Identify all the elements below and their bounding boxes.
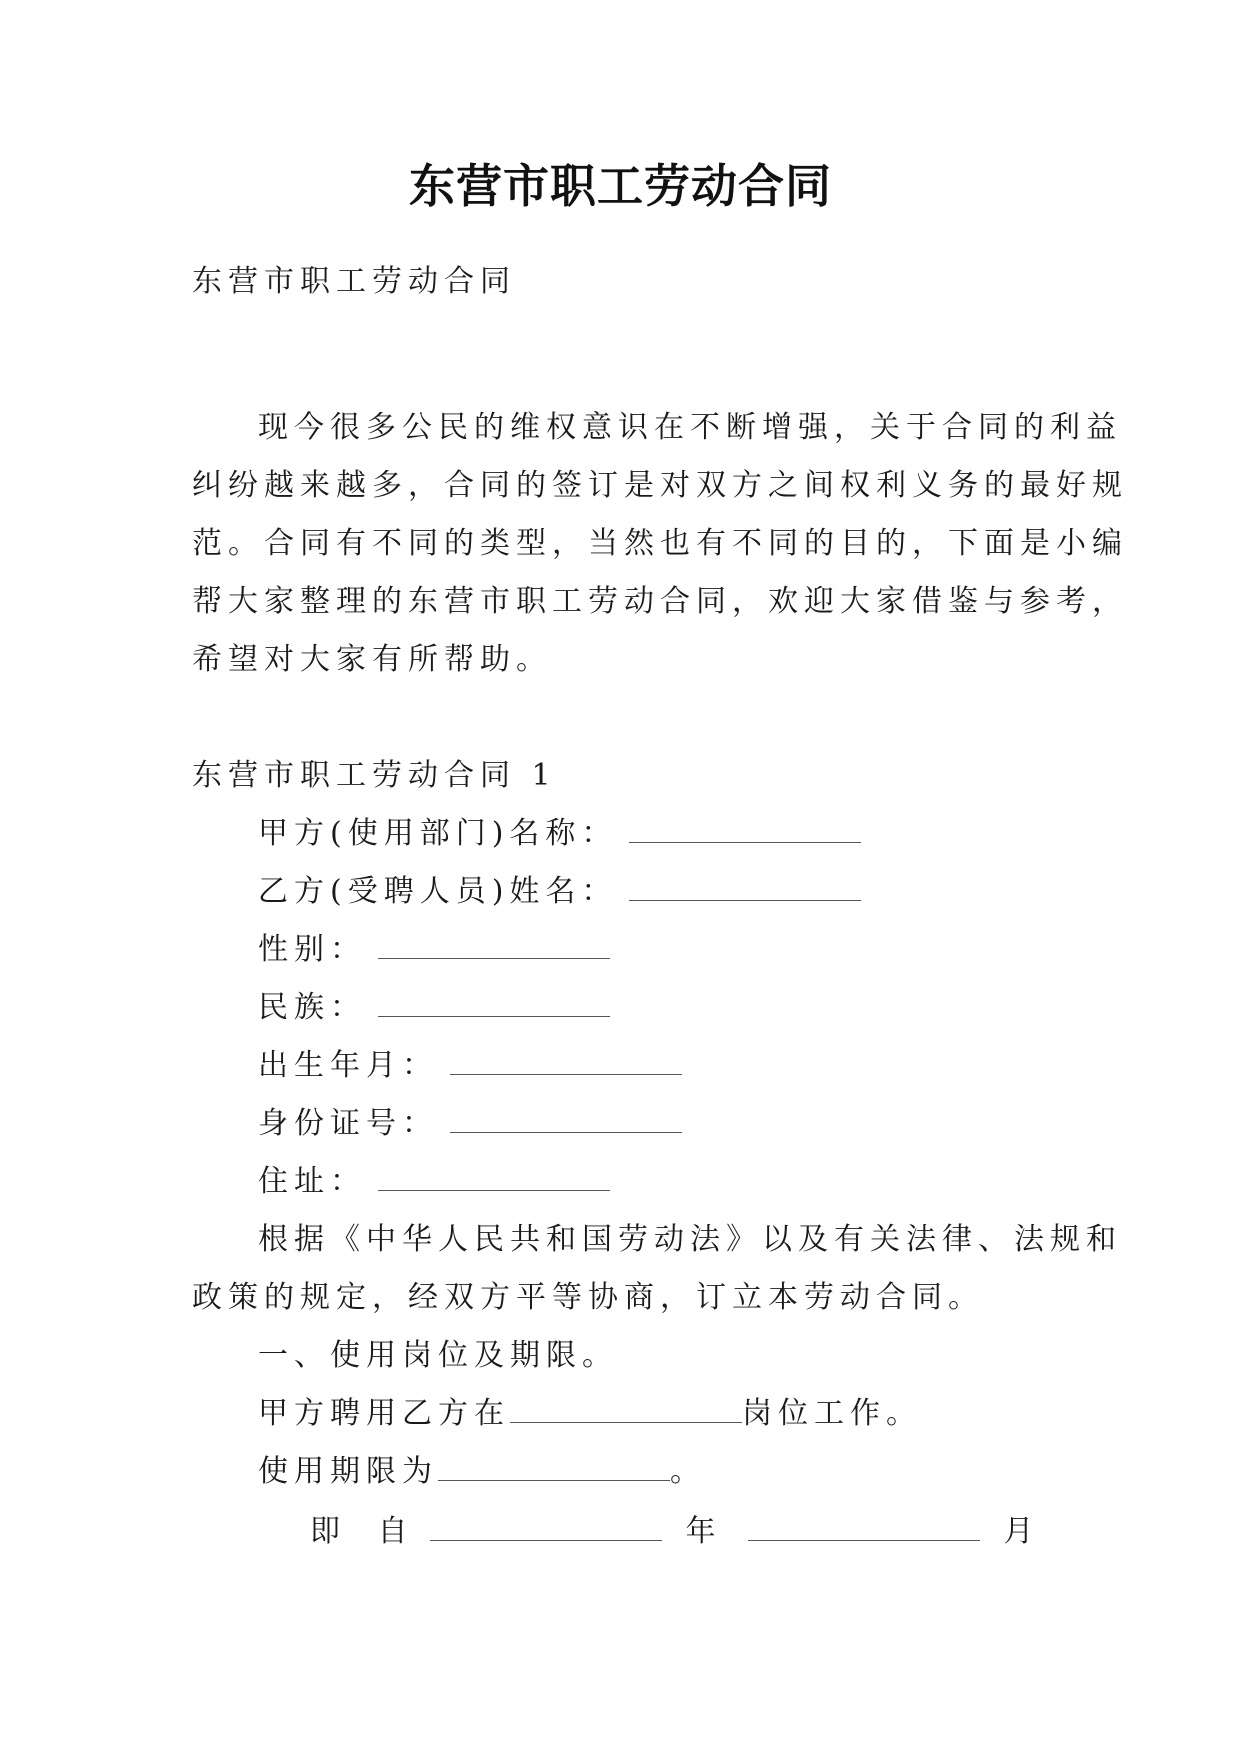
clause-1-from-date <box>310 1512 1048 1552</box>
field-id-number-blank <box>450 1104 682 1133</box>
clause-1-month-word: 月 <box>1003 1514 1048 1549</box>
field-party-b-blank <box>629 872 861 901</box>
document-subtitle: 东营市职工劳动合同 <box>192 264 516 299</box>
field-ethnicity <box>258 988 610 1028</box>
field-birth-label: 出生年月： <box>258 1048 438 1083</box>
field-birth-blank <box>450 1046 682 1075</box>
basis-line-1: 根据《中华人民共和国劳动法》以及有关法律、法规和 <box>258 1222 1122 1257</box>
basis-line-2: 政策的规定，经双方平等协商，订立本劳动合同。 <box>192 1280 984 1315</box>
field-ethnicity-label: 民族： <box>258 990 366 1025</box>
document-title: 东营市职工劳动合同 <box>409 159 832 213</box>
field-party-a-label: 甲方(使用部门)名称： <box>258 816 618 851</box>
intro-line-4: 帮大家整理的东营市职工劳动合同，欢迎大家借鉴与参考， <box>192 584 1128 619</box>
intro-line-1: 现今很多公民的维权意识在不断增强，关于合同的利益 <box>258 410 1122 445</box>
field-party-a <box>258 814 861 854</box>
clause-1-heading: 一、使用岗位及期限。 <box>258 1338 618 1373</box>
field-party-b-label: 乙方(受聘人员)姓名： <box>258 874 618 909</box>
clause-1-month-blank <box>748 1512 980 1541</box>
clause-1-term <box>258 1452 706 1492</box>
clause-1-post <box>258 1394 922 1434</box>
field-id-number <box>258 1104 682 1144</box>
clause-1-post-suffix: 岗位工作。 <box>742 1396 922 1431</box>
field-gender-label: 性别： <box>258 932 366 967</box>
field-address-blank <box>378 1162 610 1191</box>
clause-1-from-word: 即 自 <box>310 1514 422 1549</box>
clause-1-term-blank <box>438 1452 670 1481</box>
clause-1-year-blank <box>430 1512 662 1541</box>
field-ethnicity-blank <box>378 988 610 1017</box>
clause-1-term-prefix: 使用期限为 <box>258 1454 438 1489</box>
field-gender <box>258 930 610 970</box>
intro-line-3: 范。合同有不同的类型，当然也有不同的目的，下面是小编 <box>192 526 1128 561</box>
field-birth <box>258 1046 682 1086</box>
field-party-b <box>258 872 861 912</box>
clause-1-post-prefix: 甲方聘用乙方在 <box>258 1396 510 1431</box>
field-id-number-label: 身份证号： <box>258 1106 438 1141</box>
section-heading: 东营市职工劳动合同 1 <box>192 758 557 793</box>
field-gender-blank <box>378 930 610 959</box>
clause-1-term-suffix: 。 <box>670 1454 706 1489</box>
field-address <box>258 1162 610 1202</box>
clause-1-year-word: 年 <box>685 1514 730 1549</box>
clause-1-post-blank <box>510 1394 742 1423</box>
intro-line-2: 纠纷越来越多，合同的签订是对双方之间权利义务的最好规 <box>192 468 1128 503</box>
field-party-a-blank <box>629 814 861 843</box>
field-address-label: 住址： <box>258 1164 366 1199</box>
intro-line-5: 希望对大家有所帮助。 <box>192 642 552 677</box>
